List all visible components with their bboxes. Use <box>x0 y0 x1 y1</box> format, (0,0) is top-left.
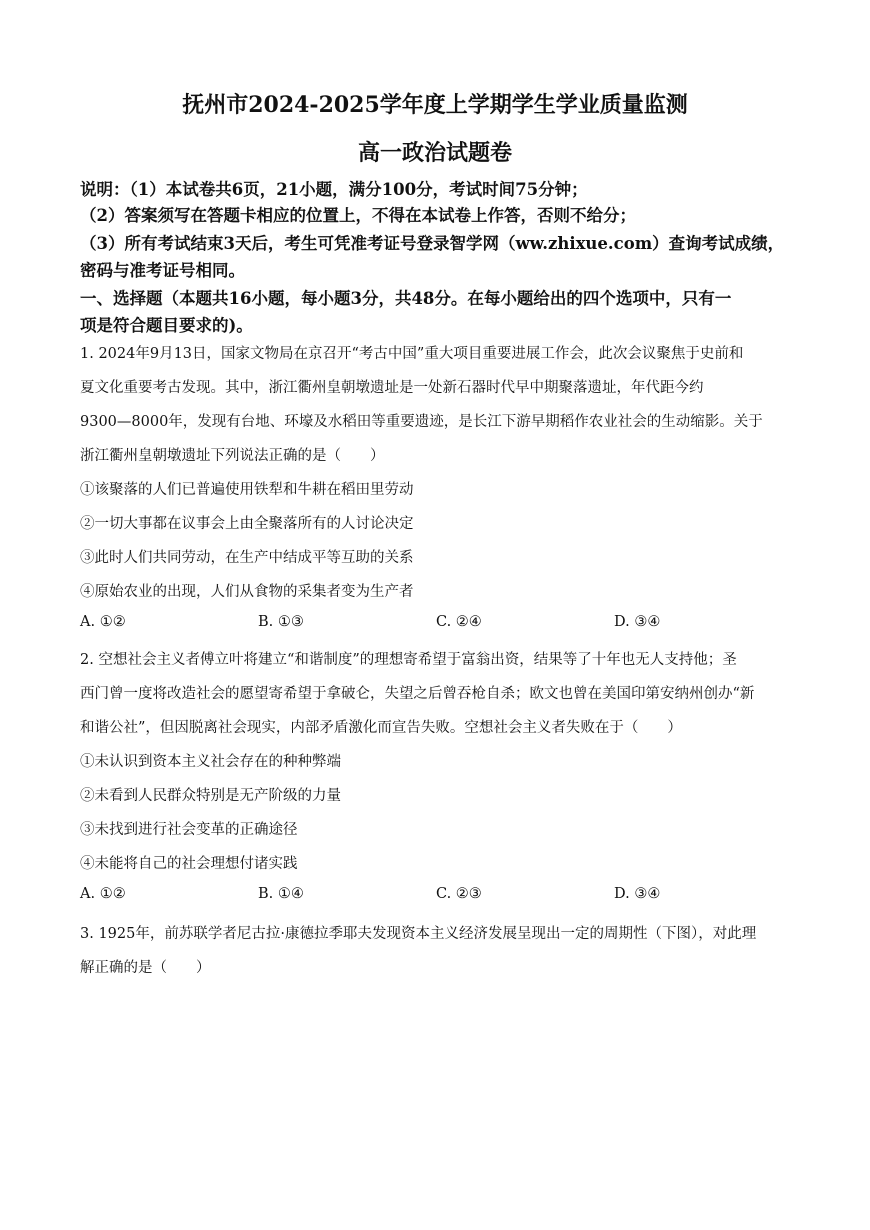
q1-stem-line-3: 9300—8000年，发现有台地、环壕及水稻田等重要遗迹，是长江下游早期稻作农业社会的生动缩影。关于 <box>80 414 763 430</box>
q2-option-c: C. ②③ <box>436 886 482 902</box>
q1-option-c: C. ②④ <box>436 614 482 630</box>
q1-item-2: ②一切大事都在议事会上由全聚落所有的人讨论决定 <box>80 516 414 532</box>
q2-stem-line-1: 2. 空想社会主义者傅立叶将建立“和谐制度”的理想寄希望于富翁出资，结果等了十年也无人支持他；圣 <box>80 652 737 668</box>
q3-stem-line-2: 解正确的是（ ） <box>80 960 211 976</box>
q1-stem-line-2: 夏文化重要考古发现。其中，浙江衢州皇朝墩遗址是一处新石器时代早中期聚落遗址，年代距今约 <box>80 380 704 396</box>
q3-stem-line-1: 3. 1925年，前苏联学者尼古拉·康德拉季耶夫发现资本主义经济发展呈现出一定的周期性（下图），对此理 <box>80 926 757 942</box>
section-heading-line-1: 一、选择题（本题共16小题，每小题3分，共48分。在每小题给出的四个选项中，只有一 <box>80 289 732 308</box>
q1-stem-line-4: 浙江衢州皇朝墩遗址下列说法正确的是（ ） <box>80 448 385 464</box>
q1-option-b: B. ①③ <box>258 614 304 630</box>
q1-item-4: ④原始农业的出现，人们从食物的采集者变为生产者 <box>80 584 414 600</box>
q2-stem-line-3: 和谐公社”，但因脱离社会现实，内部矛盾激化而宣告失败。空想社会主义者失败在于（ ） <box>80 720 682 736</box>
q1-option-a: A. ①② <box>80 614 126 630</box>
q2-option-a: A. ①② <box>80 886 126 902</box>
q1-item-3: ③此时人们共同劳动，在生产中结成平等互助的关系 <box>80 550 414 566</box>
instruction-line-1: 说明：（1）本试卷共6页，21小题，满分100分，考试时间75分钟； <box>80 180 588 199</box>
q2-item-1: ①未认识到资本主义社会存在的种种弊端 <box>80 754 341 770</box>
exam-subtitle: 高一政治试题卷 <box>357 140 512 166</box>
exam-title: 抚州市2024-2025学年度上学期学生学业质量监测 <box>182 92 688 118</box>
instruction-line-3: （3）所有考试结束3天后，考生可凭准考证号登录智学网（ww.zhixue.com）查询考试成绩， <box>80 234 785 253</box>
q2-option-b: B. ①④ <box>258 886 304 902</box>
q1-option-d: D. ③④ <box>614 614 661 630</box>
q2-option-d: D. ③④ <box>614 886 661 902</box>
q2-item-4: ④未能将自己的社会理想付诸实践 <box>80 856 298 872</box>
section-heading-line-2: 项是符合题目要求的)。 <box>80 316 253 335</box>
q2-item-3: ③未找到进行社会变革的正确途径 <box>80 822 298 838</box>
q1-item-1: ①该聚落的人们已普遍使用铁犁和牛耕在稻田里劳动 <box>80 482 414 498</box>
q1-stem-line-1: 1. 2024年9月13日，国家文物局在京召开“考古中国”重大项目重要进展工作会，此次会议聚焦于史前和 <box>80 346 744 362</box>
q2-stem-line-2: 西门曾一度将改造社会的愿望寄希望于拿破仑，失望之后曾吞枪自杀；欧文也曾在美国印第安纳州创办“新 <box>80 686 755 702</box>
instruction-line-4: 密码与准考证号相同。 <box>80 261 245 280</box>
q2-item-2: ②未看到人民群众特别是无产阶级的力量 <box>80 788 341 804</box>
instruction-line-2: （2）答案须写在答题卡相应的位置上，不得在本试卷上作答，否则不给分； <box>80 206 636 225</box>
